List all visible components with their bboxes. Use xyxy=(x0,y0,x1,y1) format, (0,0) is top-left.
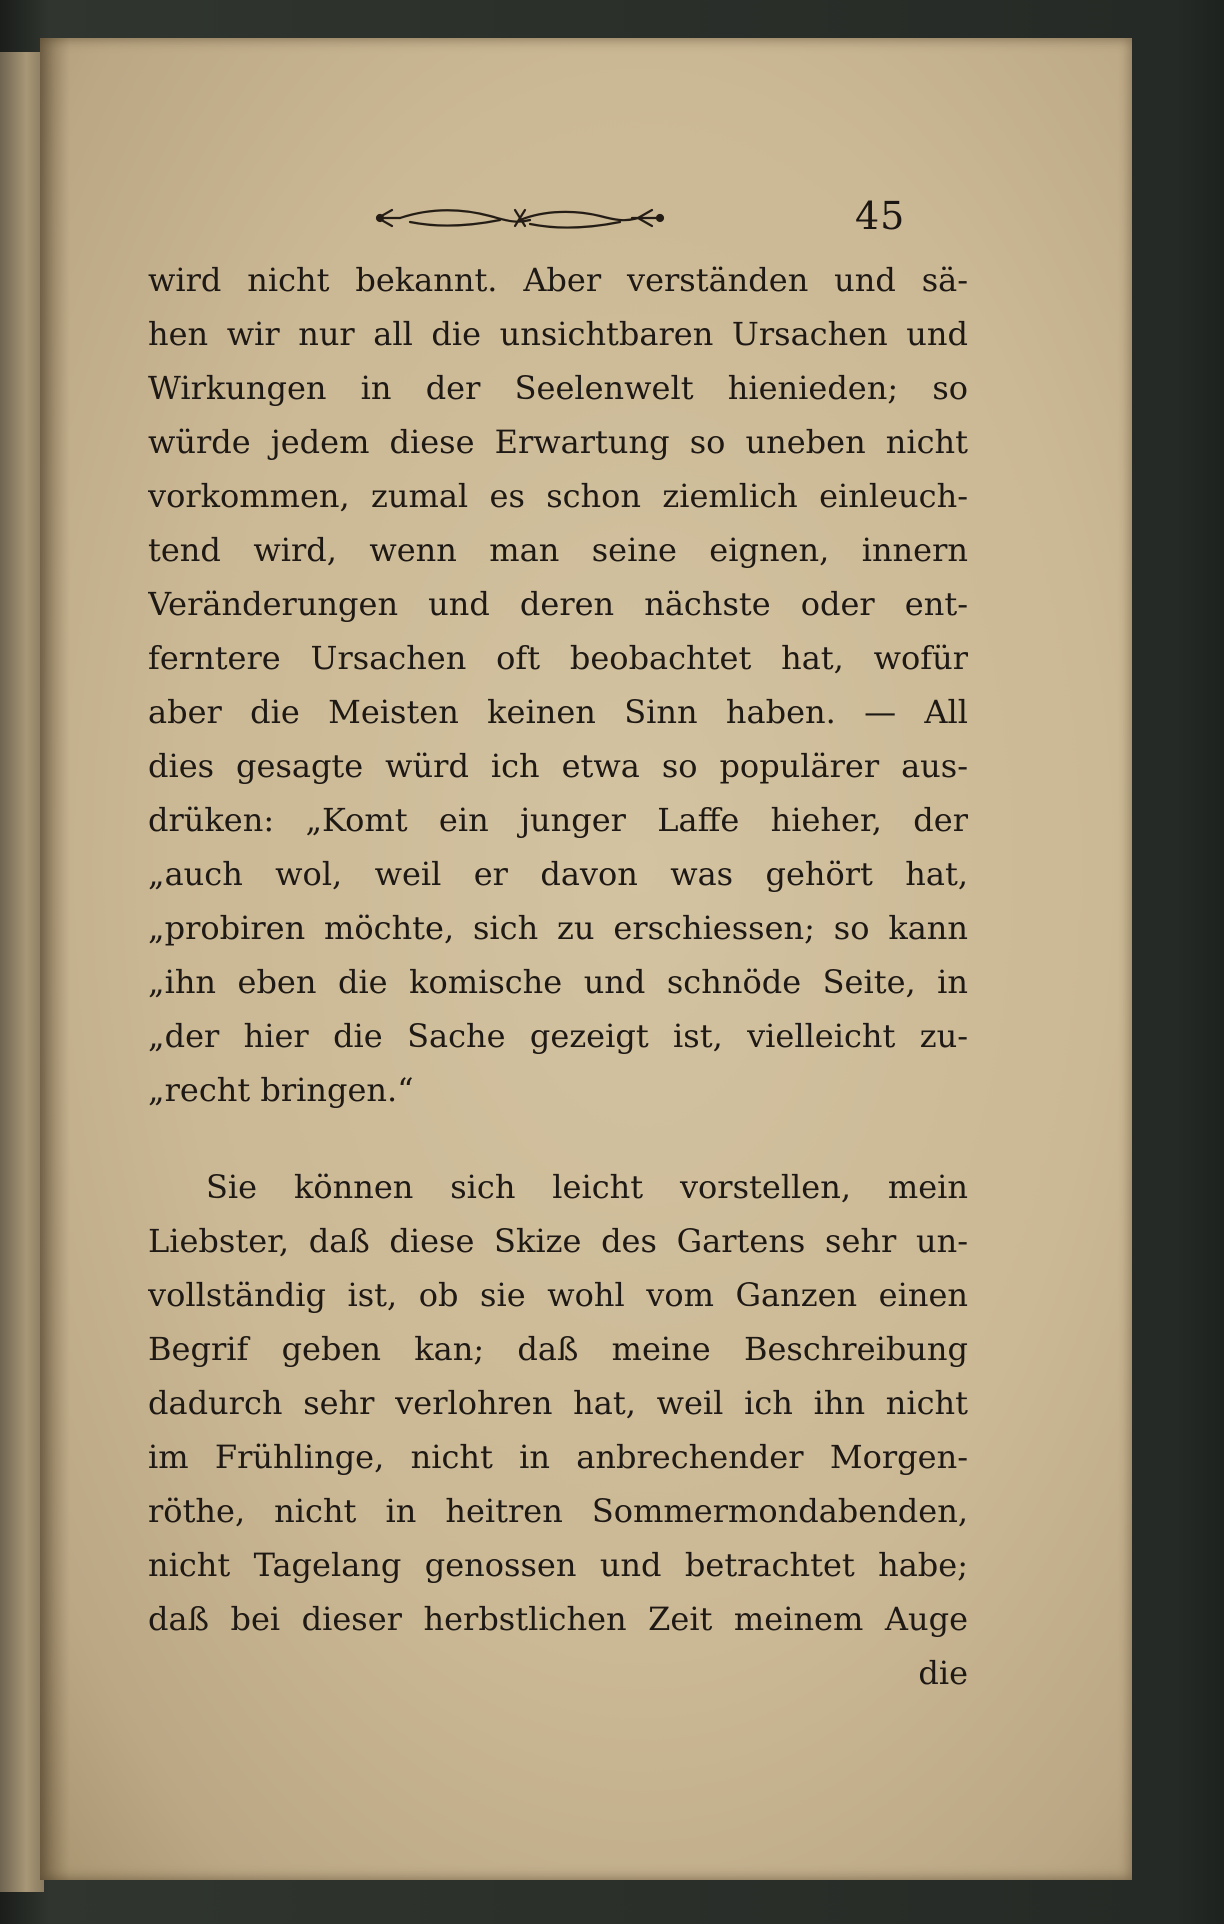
text-line: vollständig ist, ob sie wohl vom Ganzen einen xyxy=(148,1276,968,1314)
text-line: drüken: „Komt ein junger Laffe hieher, der xyxy=(148,801,968,839)
text-line: aber die Meisten keinen Sinn haben. — All xyxy=(148,693,968,731)
book-page xyxy=(40,38,1132,1880)
text-line: würde jedem diese Erwartung so uneben nicht xyxy=(148,423,968,461)
text-line: dadurch sehr verlohren hat, weil ich ihn nicht xyxy=(148,1384,968,1422)
text-line: ferntere Ursachen oft beobachtet hat, wofür xyxy=(148,639,968,677)
page-header xyxy=(40,188,1132,258)
text-line: vorkommen, zumal es schon ziemlich einleuch- xyxy=(148,477,968,515)
text-line: Liebster, daß diese Skize des Gartens sehr un- xyxy=(148,1222,968,1260)
printers-ornament-icon xyxy=(370,198,670,238)
text-line: „probiren möchte, sich zu erschiessen; so kann xyxy=(148,909,968,947)
text-line: „auch wol, weil er davon was gehört hat, xyxy=(148,855,968,893)
text-line: dies gesagte würd ich etwa so populärer aus- xyxy=(148,747,968,785)
previous-page-edge xyxy=(0,52,44,1892)
text-line: Begrif geben kan; daß meine Beschreibung xyxy=(148,1330,968,1368)
gutter-shadow xyxy=(40,38,70,1880)
text-line: nicht Tagelang genossen und betrachtet habe; xyxy=(148,1546,968,1584)
text-line: daß bei dieser herbstlichen Zeit meinem Auge xyxy=(148,1600,968,1638)
text-line: wird nicht bekannt. Aber verständen und sä- xyxy=(148,261,968,299)
text-line: „ihn eben die komische und schnöde Seite, in xyxy=(148,963,968,1001)
text-line: Wirkungen in der Seelenwelt hienieden; so xyxy=(148,369,968,407)
paragraph-gap xyxy=(148,1117,968,1160)
paragraph xyxy=(148,1160,968,1646)
text-line: „recht bringen.“ xyxy=(148,1071,414,1109)
page-number: 45 xyxy=(855,194,906,238)
text-line: „der hier die Sache gezeigt ist, vielleicht zu- xyxy=(148,1017,968,1055)
paragraph xyxy=(148,253,968,1117)
text-line: röthe, nicht in heitren Sommermondabenden, xyxy=(148,1492,968,1530)
text-line: Veränderungen und deren nächste oder ent- xyxy=(148,585,968,623)
body-text xyxy=(148,253,968,1700)
catchword: die xyxy=(918,1654,968,1692)
text-line: im Frühlinge, nicht in anbrechender Morgen- xyxy=(148,1438,968,1476)
text-line: tend wird, wenn man seine eignen, innern xyxy=(148,531,968,569)
text-line: Sie können sich leicht vorstellen, mein xyxy=(206,1168,968,1206)
text-line: hen wir nur all die unsichtbaren Ursachen und xyxy=(148,315,968,353)
